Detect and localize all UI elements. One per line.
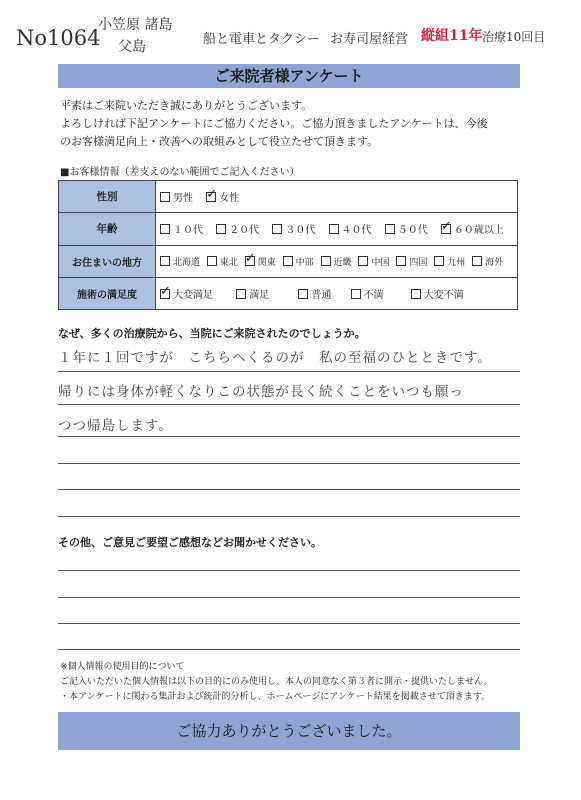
- table-row: [59, 245, 518, 277]
- option-female[interactable]: ✓ 女性: [206, 189, 239, 204]
- row-label-gender: 性別: [59, 181, 156, 213]
- option-male[interactable]: 男性: [160, 189, 193, 204]
- option-age-10s[interactable]: １０代: [160, 221, 203, 236]
- checkbox[interactable]: [207, 256, 217, 266]
- thanks-band: [58, 712, 520, 750]
- option-hokkaido[interactable]: 北海道: [160, 255, 200, 268]
- answer-line: [58, 404, 520, 405]
- transport-note: 船と電車とタクシー: [203, 32, 321, 47]
- option-chubu[interactable]: 中部: [283, 255, 314, 268]
- privacy-line2: ・本アンケートに関わる集計および統計的分析し、ホームページにアンケート結果を掲載させて頂きます。: [60, 692, 491, 702]
- option-kanto[interactable]: ✓ 関東: [245, 255, 276, 268]
- location-line2: 父島: [118, 39, 146, 55]
- checkbox[interactable]: [329, 224, 339, 234]
- answer-line: [58, 489, 520, 490]
- checkbox-checked[interactable]: [245, 256, 255, 266]
- checkbox[interactable]: [160, 224, 170, 234]
- checkbox[interactable]: [358, 256, 368, 266]
- intro-line1: 平素はご来院いただき誠にありがとうございます。: [60, 99, 313, 112]
- option-kinki[interactable]: 近畿: [321, 255, 352, 268]
- answer-line: [58, 516, 520, 517]
- red-note: 縦組11年: [421, 28, 483, 44]
- answer-line: [58, 649, 520, 650]
- intro-line2: よろしければ下記アンケートにご協力ください。ご協力頂きましたアンケートは、今後: [60, 117, 488, 130]
- table-row: [59, 181, 518, 213]
- survey-number: No1064: [16, 26, 101, 50]
- answer1-line2[interactable]: 帰りには身体が軽くなりこの状態が長く続くことをいつも願っ: [58, 384, 464, 400]
- option-age-50s[interactable]: ５０代: [385, 221, 428, 236]
- checkbox[interactable]: [472, 256, 482, 266]
- option-dissatisfied[interactable]: 不満: [351, 286, 384, 301]
- option-satisfied[interactable]: 満足: [236, 286, 269, 301]
- table-row: [59, 213, 518, 245]
- row-label-age: 年齢: [59, 213, 156, 245]
- option-kyushu[interactable]: 九州: [434, 255, 465, 268]
- intro-line3: のお客様満足向上・改善への取組みとして役立たせて頂きます。: [60, 135, 379, 148]
- table-row: [59, 277, 518, 309]
- location-line1: 小笠原 諸島: [98, 17, 173, 33]
- thanks-message: ご協力ありがとうございました。: [176, 722, 402, 740]
- option-tohoku[interactable]: 東北: [207, 255, 238, 268]
- checkbox[interactable]: [385, 224, 395, 234]
- checkbox-checked[interactable]: [160, 289, 170, 299]
- customer-info-table: [58, 180, 518, 310]
- row-label-satisfaction: 施術の満足度: [59, 277, 156, 309]
- occupation-note: お寿司屋経営: [330, 32, 409, 47]
- checkbox-checked[interactable]: [206, 192, 216, 202]
- answer1-line1[interactable]: １年に１回ですが こちらへくるのが 私の至福のひとときです。: [58, 350, 492, 366]
- option-age-20s[interactable]: ２０代: [216, 221, 259, 236]
- option-age-40s[interactable]: ４０代: [329, 221, 372, 236]
- option-neutral[interactable]: 普通: [298, 286, 331, 301]
- visit-count-note: 治療10回目: [482, 30, 546, 44]
- option-age-60plus[interactable]: ✓ ６０歳以上: [441, 221, 504, 236]
- checkbox[interactable]: [160, 192, 170, 202]
- checkbox-checked[interactable]: [441, 224, 451, 234]
- region-options: [156, 245, 518, 277]
- answer1-line3[interactable]: つつ帰島します。: [58, 418, 173, 434]
- checkbox[interactable]: [216, 224, 226, 234]
- customer-info-heading: ■お客様情報（差支えのない範囲でご記入ください）: [60, 167, 300, 178]
- checkbox[interactable]: [396, 256, 406, 266]
- question1-heading: なぜ、多くの治療院から、当院にご来院されたのでしょうか。: [58, 327, 366, 340]
- title-band: [58, 64, 520, 88]
- checkbox[interactable]: [272, 224, 282, 234]
- row-label-region: お住まいの地方: [59, 245, 156, 277]
- satisfaction-options: [156, 277, 518, 309]
- page-title: ご来院者様アンケート: [214, 67, 364, 85]
- checkbox[interactable]: [160, 256, 170, 266]
- checkbox[interactable]: [321, 256, 331, 266]
- answer-line: [58, 623, 520, 624]
- answer-line: [58, 436, 520, 437]
- privacy-line1: ご記入いただいた個人情報は以下の目的にのみ使用し、本人の同意なく第３者に開示・提供いたしません。: [60, 677, 493, 687]
- option-overseas[interactable]: 海外: [472, 255, 503, 268]
- option-very-satisfied[interactable]: ✓ 大変満足: [160, 286, 213, 301]
- answer-line: [58, 570, 520, 571]
- answer-line: [58, 463, 520, 464]
- gender-options: [156, 181, 518, 213]
- option-chugoku[interactable]: 中国: [358, 255, 389, 268]
- option-age-30s[interactable]: ３０代: [272, 221, 315, 236]
- checkbox[interactable]: [283, 256, 293, 266]
- option-shikoku[interactable]: 四国: [396, 255, 427, 268]
- checkbox[interactable]: [434, 256, 444, 266]
- privacy-heading: ※個人情報の使用目的について: [60, 662, 185, 672]
- checkbox[interactable]: [411, 289, 421, 299]
- checkbox[interactable]: [236, 289, 246, 299]
- age-options: [156, 213, 518, 245]
- question2-heading: その他、ご意見ご要望ご感想などお聞かせください。: [58, 536, 322, 549]
- option-very-dissatisfied[interactable]: 大変不満: [411, 286, 464, 301]
- answer-line: [58, 371, 520, 372]
- checkbox[interactable]: [298, 289, 308, 299]
- answer-line: [58, 597, 520, 598]
- checkbox[interactable]: [351, 289, 361, 299]
